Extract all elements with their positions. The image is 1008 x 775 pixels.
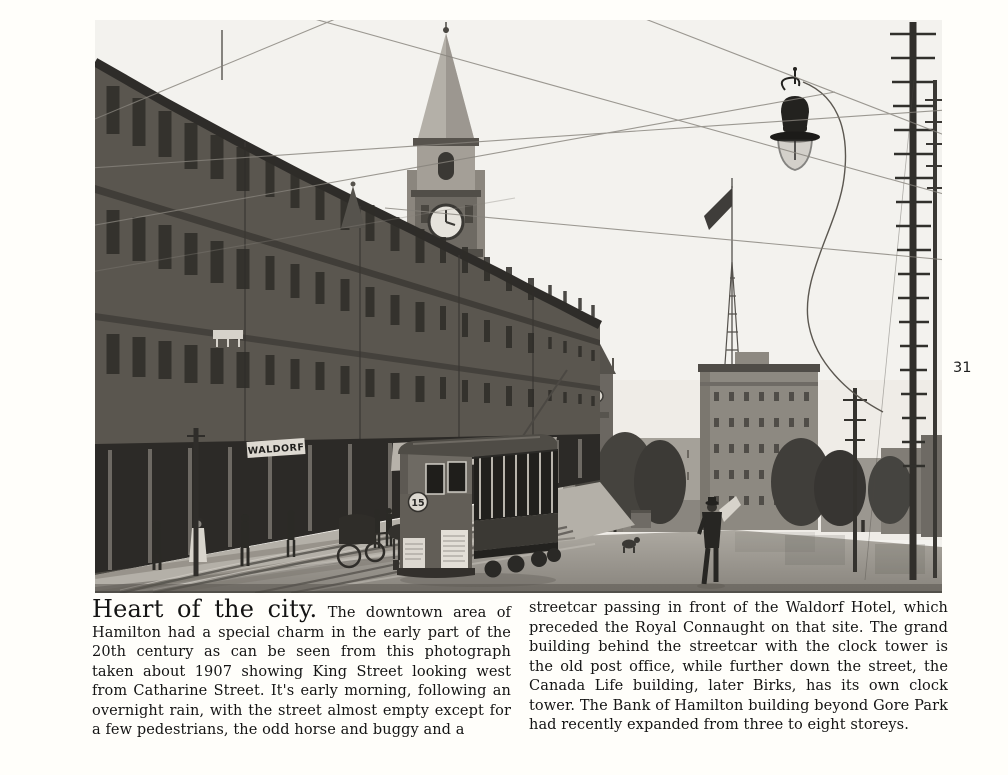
waldorf-sign-text: WALDORF	[247, 442, 305, 457]
caption-text-left: The downtown area of Hamilton had a special charm in the early part of the 20th century as can be seen from this photograph taken about 1907 showing King Street looking west from Catharine Street. It's early morning, following an overnight rain, with the street almost empty except for a few pedestrians, the odd horse and buggy and a	[92, 605, 511, 738]
balcony	[213, 330, 243, 339]
fender	[397, 568, 475, 578]
page-number: 31	[953, 360, 972, 376]
photo-canvas	[95, 20, 942, 593]
distant-streetcar	[631, 512, 651, 528]
caption-heading: Heart of the city.	[92, 595, 318, 623]
route-number-text: 15	[411, 498, 425, 509]
photograph-king-street	[95, 20, 942, 593]
photo-bottom-edge	[95, 584, 942, 593]
photo-caption	[92, 595, 948, 741]
caption-column-right	[529, 599, 948, 741]
caption-text-right: streetcar passing in front of the Waldorf Hotel, which preceded the Royal Connaught on that site. The grand building behind the streetcar with the clock tower is the old post office, while further down the street, the Canada Life building, later Birks, has its own clock tower. The Bank of Hamilton building beyond Gore Park had recently expanded from three to eight storeys.	[529, 600, 948, 733]
caption-column-left	[92, 595, 511, 741]
belfry-louver	[438, 152, 454, 180]
